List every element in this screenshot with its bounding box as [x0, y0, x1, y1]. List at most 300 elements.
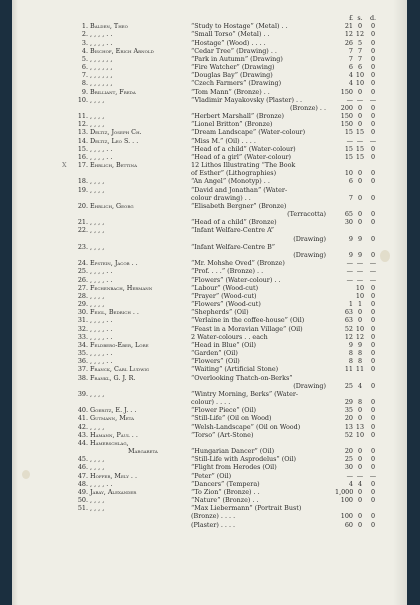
exhibit-row	[18, 300, 388, 308]
price-pounds: 1,000	[335, 487, 354, 496]
work-title: colour) . . . .	[191, 398, 231, 407]
work-title: colour drawing) . .	[191, 193, 251, 202]
item-number: 47.	[77, 471, 88, 480]
price-pounds: 12	[344, 332, 353, 341]
price-pence: 0	[370, 177, 376, 186]
price-pence: 0	[370, 210, 376, 219]
item-number: 27.	[77, 283, 88, 292]
work-title: (Drawing)	[293, 234, 326, 243]
price-shillings: 6	[357, 63, 363, 72]
price-pounds: 9	[348, 250, 353, 259]
work-title: “Lionel Britton” (Bronze)	[191, 120, 273, 129]
price-pence: 0	[370, 496, 376, 505]
item-number: 10.	[77, 95, 88, 104]
artist-name: , , , , , ,	[90, 54, 113, 63]
artist-name: , , , ,	[90, 95, 105, 104]
exhibit-row	[18, 504, 388, 512]
exhibit-row	[18, 472, 388, 480]
item-number: 30.	[77, 308, 88, 317]
price-pence: 0	[370, 340, 376, 349]
price-pounds: —	[346, 95, 353, 104]
page-edge-shadow	[393, 0, 407, 605]
price-pounds: 15	[344, 144, 353, 153]
price-pounds: —	[346, 259, 353, 268]
work-title: “Park in Autumn” (Drawing)	[191, 54, 283, 63]
price-pence: 0	[370, 455, 376, 464]
work-title: “Hungarian Dancer” (Oil)	[191, 447, 275, 456]
price-pounds: 52	[344, 324, 353, 333]
currency-header	[18, 14, 388, 22]
item-number: 11.	[77, 112, 88, 121]
price-shillings: 1	[357, 300, 363, 309]
price-pence: 0	[370, 128, 376, 137]
price-pounds: 8	[348, 349, 353, 358]
price-pence: 0	[370, 308, 376, 317]
work-title: “Head of a child” (Water-colour)	[191, 144, 296, 153]
price-pounds: 30	[344, 218, 353, 227]
work-title: “Elisabeth Bergner” (Bronze)	[191, 201, 287, 210]
price-shillings: 7	[357, 54, 363, 63]
exhibit-row	[18, 161, 388, 169]
exhibit-row	[18, 488, 388, 496]
item-number: 5.	[81, 54, 88, 63]
price-pounds: 25	[344, 455, 353, 464]
price-pence: 0	[370, 193, 376, 202]
price-pounds: 7	[348, 54, 353, 63]
artist-name: , , , , . .	[90, 267, 113, 276]
price-pence: 0	[370, 22, 376, 31]
work-title: “Prayer” (Wood-cut)	[191, 291, 257, 300]
price-pence: —	[369, 275, 377, 284]
exhibit-row	[18, 63, 388, 71]
price-pounds: 25	[344, 381, 353, 390]
work-title: 2 Water-colours . . each	[191, 332, 268, 341]
exhibit-row	[18, 267, 388, 275]
price-shillings: 0	[357, 22, 363, 31]
price-pounds: 63	[344, 316, 353, 325]
price-pounds: 60	[344, 520, 353, 529]
artist-name: , , , , . .	[90, 357, 113, 366]
artist-name: , , , ,	[90, 120, 105, 129]
artist-name: , , , ,	[90, 226, 105, 235]
price-pounds: 200	[340, 103, 353, 112]
price-pounds: 15	[344, 128, 353, 137]
artist-name: , , , , , ,	[90, 79, 113, 88]
work-title: “Tom Mann” (Bronze) . .	[191, 87, 270, 96]
price-shillings: —	[356, 275, 364, 284]
pence-header: d.	[369, 14, 377, 22]
exhibit-row	[18, 390, 388, 398]
pounds-header: £	[348, 14, 353, 22]
exhibit-row	[18, 398, 388, 406]
work-title: “Welsh-Landscape” (Oil on Wood)	[191, 422, 301, 431]
price-shillings: 0	[357, 520, 363, 529]
exhibit-row	[18, 439, 388, 447]
work-title: “Nature” (Bronze) . .	[191, 496, 259, 505]
artist-name: , , , ,	[90, 300, 105, 309]
exhibit-row	[18, 325, 388, 333]
work-title: “Overlooking Thatch-on-Berks”	[191, 373, 293, 382]
artist-name: Epstein, Jacob . .	[90, 259, 138, 268]
item-number: 15.	[77, 144, 88, 153]
exhibit-row	[18, 128, 388, 136]
artist-name: , , , , . .	[90, 324, 113, 333]
price-shillings: 0	[357, 177, 363, 186]
price-pounds: 100	[340, 512, 353, 521]
artist-name: , , , ,	[90, 177, 105, 186]
work-title: “Dancers” (Tempera)	[191, 479, 260, 488]
price-pence: 0	[370, 463, 376, 472]
price-shillings: 0	[357, 447, 363, 456]
artist-name: , , , ,	[90, 242, 105, 251]
work-title: “To Zion” (Bronze) . .	[191, 487, 260, 496]
work-title: “Flowers” (Oil)	[191, 357, 240, 366]
margin-mark: X	[62, 161, 67, 170]
exhibit-row	[18, 431, 388, 439]
price-shillings: 0	[357, 496, 363, 505]
work-title: “Still-Life” (Oil on Wood)	[191, 414, 272, 423]
price-pence: —	[369, 267, 377, 276]
item-number: 17.	[77, 161, 88, 170]
exhibit-row	[18, 455, 388, 463]
price-shillings: 0	[357, 512, 363, 521]
artist-name: , , , ,	[90, 463, 105, 472]
work-title: “Wintry Morning, Berks” (Water-	[191, 389, 299, 398]
item-number: 1.	[81, 22, 88, 31]
artist-name: Feldberg-Eber, Lore	[90, 340, 149, 349]
item-number: 6.	[81, 63, 88, 72]
price-pounds: 63	[344, 308, 353, 317]
exhibit-row	[18, 251, 388, 259]
price-shillings: 10	[355, 71, 365, 80]
artist-name: , , , ,	[90, 112, 105, 121]
price-pounds: 1	[348, 300, 353, 309]
price-pence: 0	[370, 422, 376, 431]
price-pence: 0	[370, 218, 376, 227]
artist-name: Margareta	[128, 447, 158, 456]
item-number: 9.	[81, 87, 88, 96]
exhibit-row	[18, 88, 388, 96]
item-number: 51.	[77, 504, 88, 513]
work-title: “Fire Watcher” (Drawing)	[191, 63, 275, 72]
artist-name: , , , , . .	[90, 152, 113, 161]
price-shillings: 9	[357, 234, 363, 243]
exhibit-row	[18, 496, 388, 504]
price-pence: 0	[370, 30, 376, 39]
price-pounds: 8	[348, 357, 353, 366]
price-pounds: 6	[348, 177, 353, 186]
price-pence: 0	[370, 169, 376, 178]
price-pounds: 7	[348, 193, 353, 202]
exhibit-row	[18, 259, 388, 267]
artist-name: , , , , , ,	[90, 71, 113, 80]
work-title: “Douglas Bay” (Drawing)	[191, 71, 273, 80]
price-pence: 0	[370, 87, 376, 96]
work-title: “Small Torso” (Metal) . .	[191, 30, 270, 39]
item-number: 7.	[81, 71, 88, 80]
price-pounds: 7	[348, 46, 353, 55]
exhibit-row	[18, 145, 388, 153]
item-number: 37.	[77, 365, 88, 374]
exhibit-row	[18, 284, 388, 292]
artist-name: , , , ,	[90, 218, 105, 227]
artist-name: , , , ,	[90, 455, 105, 464]
price-pounds: 6	[348, 63, 353, 72]
price-pence: 0	[370, 120, 376, 129]
artist-name: , , , , . .	[90, 349, 113, 358]
work-title: “Garden” (Oil)	[191, 349, 238, 358]
item-number: 41.	[77, 414, 88, 423]
price-pence: 0	[370, 324, 376, 333]
exhibit-row	[18, 96, 388, 104]
item-number: 40.	[77, 406, 88, 415]
exhibit-row	[18, 177, 388, 185]
item-number: 39.	[77, 389, 88, 398]
exhibit-row	[18, 243, 388, 251]
price-shillings: —	[356, 259, 364, 268]
price-shillings: 0	[357, 87, 363, 96]
exhibit-row	[18, 447, 388, 455]
artist-name: , , , , . .	[90, 275, 113, 284]
item-number: 22.	[77, 226, 88, 235]
item-number: 33.	[77, 332, 88, 341]
item-number: 20.	[77, 201, 88, 210]
price-pence: 0	[370, 103, 376, 112]
price-pence: 0	[370, 316, 376, 325]
exhibit-row	[18, 463, 388, 471]
exhibit-row	[18, 276, 388, 284]
price-shillings: 12	[355, 30, 365, 39]
artist-name: , , , ,	[90, 504, 105, 513]
price-pence: 0	[370, 300, 376, 309]
price-pounds: 21	[344, 22, 353, 31]
price-pence: 0	[370, 357, 376, 366]
price-shillings: 5	[357, 38, 363, 47]
price-pounds: 11	[344, 365, 353, 374]
price-pence: 0	[370, 144, 376, 153]
work-title: (Plaster) . . . .	[191, 520, 236, 529]
item-number: 3.	[81, 38, 88, 47]
work-title: “Still-Life with Asprodelus” (Oil)	[191, 455, 297, 464]
exhibit-row	[18, 104, 388, 112]
item-number: 34.	[77, 340, 88, 349]
exhibit-row	[18, 365, 388, 373]
work-title: “Torso” (Art-Stone)	[191, 430, 254, 439]
item-number: 48.	[77, 479, 88, 488]
price-pence: 0	[370, 234, 376, 243]
artist-name: Bischof, Erich Arnold	[90, 46, 154, 55]
item-number: 46.	[77, 463, 88, 472]
price-pence: 0	[370, 332, 376, 341]
price-pounds: 20	[344, 414, 353, 423]
price-pence: 0	[370, 349, 376, 358]
item-number: 42.	[77, 422, 88, 431]
exhibit-row	[18, 120, 388, 128]
price-shillings: 15	[355, 144, 365, 153]
price-shillings: —	[356, 267, 364, 276]
price-pence: —	[369, 471, 377, 480]
exhibit-row	[18, 210, 388, 218]
artist-name: , , , , . .	[90, 144, 113, 153]
artist-name: Brilliant, Freda	[90, 87, 136, 96]
work-title: “An Angel” (Monotyp) . .	[191, 177, 270, 186]
exhibit-row	[18, 423, 388, 431]
price-pounds: 9	[348, 340, 353, 349]
artist-name: Fechenbach, Hermann	[90, 283, 153, 292]
price-shillings: 12	[355, 332, 365, 341]
item-number: 29.	[77, 300, 88, 309]
price-shillings: 0	[357, 455, 363, 464]
item-number: 21.	[77, 218, 88, 227]
price-pounds: —	[346, 275, 353, 284]
price-shillings: 9	[357, 250, 363, 259]
exhibit-row	[18, 341, 388, 349]
item-number: 36.	[77, 357, 88, 366]
price-shillings: 0	[357, 487, 363, 496]
artist-name: , , , ,	[90, 389, 105, 398]
price-pence: 0	[370, 447, 376, 456]
exhibit-row	[18, 153, 388, 161]
price-pounds: 35	[344, 406, 353, 415]
artist-name: , , , ,	[90, 291, 105, 300]
item-number: 14.	[77, 136, 88, 145]
item-number: 24.	[77, 259, 88, 268]
work-title: (Drawing)	[293, 250, 326, 259]
exhibit-row	[18, 512, 388, 520]
item-number: 13.	[77, 128, 88, 137]
price-pounds: 150	[340, 120, 353, 129]
price-pence: 0	[370, 398, 376, 407]
exhibit-row	[18, 521, 388, 529]
price-shillings: 4	[357, 381, 363, 390]
work-title: “Miss M.” (Oil) . . . .	[191, 136, 256, 145]
work-title: “Czech Farmers” (Drawing)	[191, 79, 282, 88]
item-number: 2.	[81, 30, 88, 39]
price-shillings: 0	[357, 193, 363, 202]
exhibit-row	[18, 406, 388, 414]
exhibit-row	[18, 218, 388, 226]
exhibit-row	[18, 186, 388, 194]
price-pence: —	[369, 259, 377, 268]
price-pounds: 4	[348, 71, 353, 80]
price-shillings: 0	[357, 406, 363, 415]
artist-name: , , , , . .	[90, 38, 113, 47]
work-title: “Head in Blue” (Oil)	[191, 340, 256, 349]
exhibit-row	[18, 235, 388, 243]
work-title: “Shepherds” (Oil)	[191, 308, 249, 317]
work-title: “David and Jonathan” (Water-	[191, 185, 288, 194]
work-title: “Study to Hostage” (Metal) . .	[191, 22, 288, 31]
work-title: “Flower Piece” (Oil)	[191, 406, 257, 415]
price-pounds: 9	[348, 234, 353, 243]
price-pence: 0	[370, 250, 376, 259]
exhibit-row	[18, 357, 388, 365]
price-shillings: 0	[357, 169, 363, 178]
exhibit-row	[18, 169, 388, 177]
price-pounds: 20	[344, 447, 353, 456]
item-number: 44.	[77, 438, 88, 447]
price-list	[18, 14, 388, 529]
price-shillings: 4	[357, 479, 363, 488]
artist-name: Hamann, Paul . .	[90, 430, 138, 439]
price-pence: 0	[370, 512, 376, 521]
artist-name: , , , , . .	[90, 479, 113, 488]
price-pounds: 15	[344, 152, 353, 161]
exhibit-row	[18, 30, 388, 38]
artist-name: Gutmann, Meta	[90, 414, 134, 423]
price-pounds: 150	[340, 87, 353, 96]
price-pence: 0	[370, 71, 376, 80]
item-number: 28.	[77, 291, 88, 300]
price-pounds: 65	[344, 210, 353, 219]
work-title: “Max Liebermann” (Portrait Bust)	[191, 504, 302, 513]
work-title: (Drawing)	[293, 381, 326, 390]
item-number: 45.	[77, 455, 88, 464]
item-number: 32.	[77, 324, 88, 333]
exhibit-row	[18, 194, 388, 202]
price-pence: 0	[370, 414, 376, 423]
work-title: “Vladimir Mayakovsky (Plaster) . .	[191, 95, 303, 104]
work-title: “Hostage” (Wood) . . . .	[191, 38, 266, 47]
item-number: 43.	[77, 430, 88, 439]
artist-name: Franck, Carl Ludwig	[90, 365, 150, 374]
artist-name: Jabay, Alexander	[90, 487, 137, 496]
item-number: 50.	[77, 496, 88, 505]
work-title: “Prof. . . .” (Bronze) . .	[191, 267, 264, 276]
price-shillings: 8	[357, 398, 363, 407]
price-pounds: 26	[344, 38, 353, 47]
price-pence: 0	[370, 63, 376, 72]
work-title: “Infant Welfare-Centre A”	[191, 226, 275, 235]
work-title: “Flowers” (Wood-cut)	[191, 300, 261, 309]
work-title: (Terracotta)	[287, 210, 326, 219]
exhibit-list	[18, 22, 388, 529]
work-title: “Herbert Marshall” (Bronze)	[191, 112, 285, 121]
price-pence: 0	[370, 38, 376, 47]
artist-name: Feigl, Bedrich . .	[90, 308, 139, 317]
price-pounds: 30	[344, 463, 353, 472]
work-title: “Flight from Herodes (Oil)	[191, 463, 277, 472]
price-pence: 0	[370, 46, 376, 55]
exhibit-row	[18, 47, 388, 55]
exhibit-row	[18, 414, 388, 422]
price-shillings: 0	[357, 210, 363, 219]
price-pence: 0	[370, 79, 376, 88]
price-pence: 0	[370, 54, 376, 63]
artist-name: Frankl, G. J. R.	[90, 373, 136, 382]
work-title: (Bronze) . .	[290, 103, 326, 112]
item-number: 19.	[77, 185, 88, 194]
price-shillings: 7	[357, 46, 363, 55]
price-pounds: —	[346, 136, 353, 145]
price-shillings: —	[356, 471, 364, 480]
artist-name: Ehrlich, Bettina	[90, 161, 138, 170]
work-title: “Feast in a Moravian Village” (Oil)	[191, 324, 303, 333]
exhibit-row	[18, 374, 388, 382]
item-number: 23.	[77, 242, 88, 251]
artist-name: , , , ,	[90, 422, 105, 431]
item-number: 35.	[77, 349, 88, 358]
price-pounds: 12	[344, 30, 353, 39]
price-shillings: 0	[357, 103, 363, 112]
price-pounds: 150	[340, 112, 353, 121]
exhibit-row	[18, 137, 388, 145]
exhibit-row	[18, 316, 388, 324]
exhibit-row	[18, 333, 388, 341]
price-shillings: 9	[357, 340, 363, 349]
exhibit-row	[18, 202, 388, 210]
artist-name: , , , , . .	[90, 30, 113, 39]
